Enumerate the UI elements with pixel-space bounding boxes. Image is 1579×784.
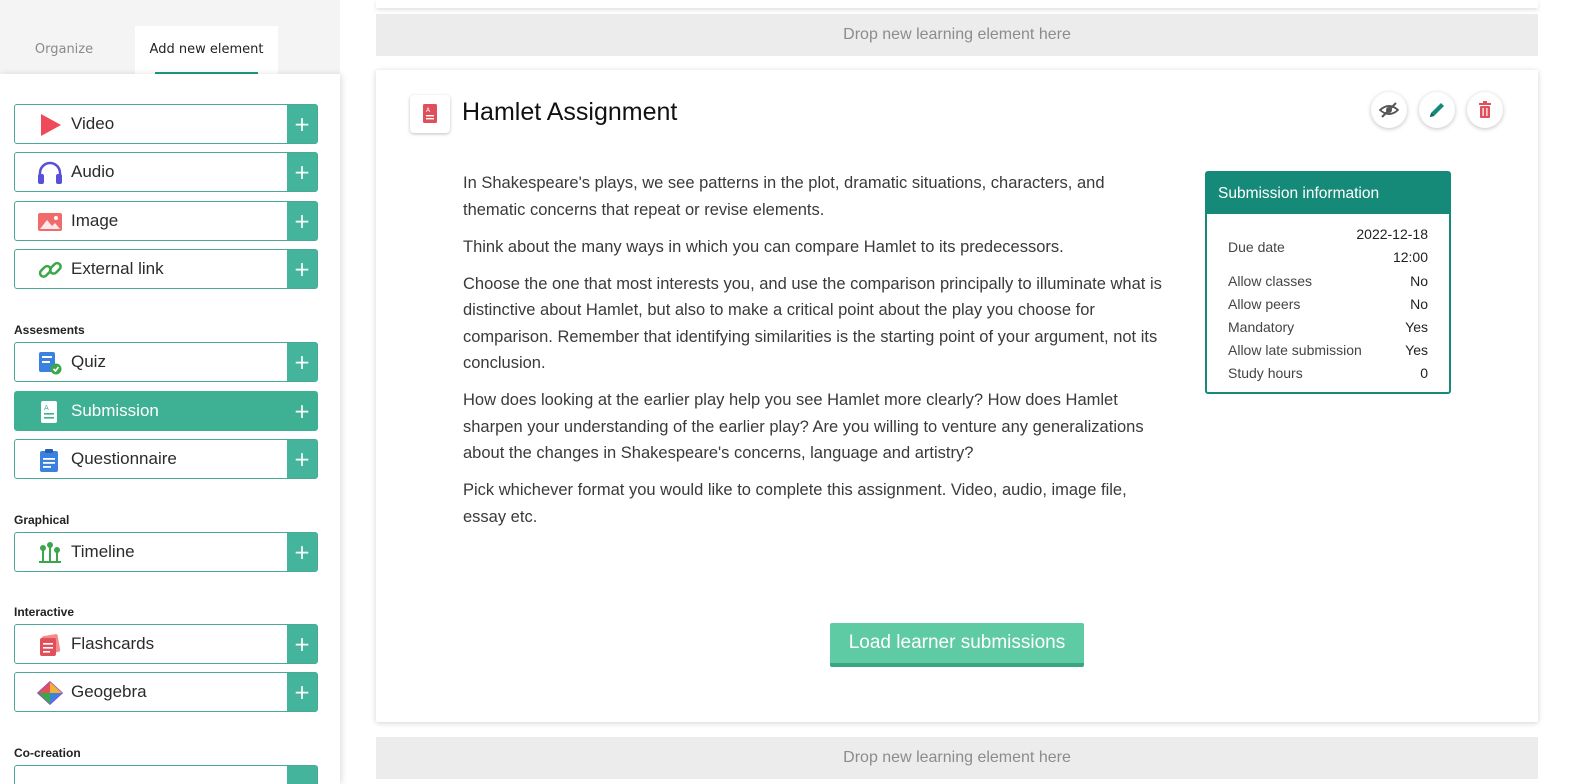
card-title: Hamlet Assignment: [462, 98, 678, 126]
element-audio[interactable]: [14, 152, 318, 192]
element-external-link-label: External link: [71, 259, 164, 278]
element-submission-label: Submission: [71, 401, 159, 420]
mandatory-value: Yes: [1405, 319, 1428, 335]
allow-peers-label: Allow peers: [1228, 296, 1301, 312]
allow-late-value: Yes: [1405, 342, 1428, 358]
element-quiz[interactable]: [14, 342, 318, 382]
add-cocreation-button[interactable]: [287, 766, 317, 784]
flashcards-icon: [37, 633, 63, 657]
section-graphical: Graphical: [14, 513, 70, 527]
description-paragraph: Pick whichever format you would like to complete this assignment. Video, audio, image file, essay etc.: [463, 481, 1127, 526]
edit-button[interactable]: [1419, 92, 1455, 128]
tab-add-new-element-label: Add new element: [149, 42, 264, 57]
submission-information-heading: Submission information: [1207, 173, 1449, 214]
element-submission[interactable]: [14, 391, 318, 431]
element-flashcards[interactable]: [14, 624, 318, 664]
element-image-label: Image: [71, 211, 119, 230]
add-timeline-button[interactable]: +: [287, 533, 317, 571]
add-flashcards-button[interactable]: +: [287, 625, 317, 663]
submission-icon: [37, 400, 63, 424]
allow-late-label: Allow late submission: [1228, 342, 1362, 358]
description-paragraph: How does looking at the earlier play help you see Hamlet more clearly? How does Hamlet sharpen your understanding of the earlier play? Are you willing to venture any generalizations about the changes in Shakespeare's concerns, language and artistry?: [463, 391, 1144, 462]
submission-type-icon: [410, 95, 450, 133]
element-external-link[interactable]: [14, 249, 318, 289]
left-panel: [0, 0, 340, 784]
due-date-value-row: [1228, 226, 1428, 246]
study-hours-value: 0: [1420, 365, 1428, 381]
tab-add-new-element[interactable]: [135, 26, 278, 74]
element-timeline[interactable]: [14, 532, 318, 572]
study-hours-label: Study hours: [1228, 365, 1303, 381]
add-video-button[interactable]: +: [287, 105, 317, 143]
previous-card-edge: [376, 0, 1538, 8]
element-image[interactable]: [14, 201, 318, 241]
element-video[interactable]: [14, 104, 318, 144]
allow-classes-value: No: [1410, 273, 1428, 289]
submission-information-box: [1205, 171, 1451, 394]
section-assessments: Assesments: [14, 323, 85, 337]
mandatory-label: Mandatory: [1228, 319, 1295, 335]
element-flashcards-label: Flashcards: [71, 634, 155, 653]
section-cocreation: Co-creation: [14, 746, 81, 760]
element-questionnaire[interactable]: [14, 439, 318, 479]
svg-text:A: A: [44, 404, 49, 412]
add-external-link-button[interactable]: +: [287, 250, 317, 288]
svg-text:A: A: [426, 107, 431, 114]
dropzone-top[interactable]: Drop new learning element here: [376, 14, 1538, 56]
element-video-label: Video: [71, 114, 115, 133]
description-paragraph: In Shakespeare's plays, we see patterns in the plot, dramatic situations, characters, and thematic concerns that repeat or revise elements.: [463, 174, 1105, 219]
element-timeline-label: Timeline: [71, 542, 135, 561]
element-geogebra[interactable]: [14, 672, 318, 712]
load-learner-submissions-button[interactable]: Load learner submissions: [830, 623, 1084, 667]
add-image-button[interactable]: +: [287, 202, 317, 240]
add-geogebra-button[interactable]: +: [287, 673, 317, 711]
add-submission-button[interactable]: +: [287, 392, 317, 430]
link-icon: [37, 258, 63, 282]
geogebra-icon: [37, 681, 63, 705]
due-date-value: 2022-12-18: [1356, 226, 1428, 242]
add-audio-button[interactable]: +: [287, 153, 317, 191]
dropzone-bottom[interactable]: Drop new learning element here: [376, 737, 1538, 779]
learning-element-card: [376, 70, 1538, 722]
allow-classes-label: Allow classes: [1228, 273, 1313, 289]
description-paragraph: Choose the one that most interests you, and use the comparison principally to illuminate what is distinctive about Hamlet, but also to make a critical point about the play you choose for comparison. Remember that identifying similarities is the starting point of your argument, not its conclusion.: [463, 274, 1162, 372]
allow-peers-value: No: [1410, 296, 1428, 312]
image-icon: [37, 210, 63, 234]
timeline-icon: [37, 541, 63, 565]
video-icon: [37, 113, 63, 137]
due-time-value-row: [1228, 249, 1428, 269]
hide-button[interactable]: [1371, 92, 1407, 128]
quiz-icon: [37, 351, 63, 375]
headphones-icon: [37, 161, 63, 185]
element-geogebra-label: Geogebra: [71, 682, 147, 701]
delete-button[interactable]: [1467, 92, 1503, 128]
element-questionnaire-label: Questionnaire: [71, 449, 177, 468]
element-audio-label: Audio: [71, 162, 115, 181]
description-paragraph: Think about the many ways in which you can compare Hamlet to its predecessors.: [463, 237, 1064, 256]
assignment-description: [463, 170, 1163, 541]
tab-organize[interactable]: Organize: [34, 42, 94, 57]
add-quiz-button[interactable]: +: [287, 343, 317, 381]
due-date-label: Due date: [1228, 239, 1285, 255]
clipboard-icon: [37, 448, 63, 472]
due-time-value: 12:00: [1392, 249, 1428, 265]
panel-tabs: [0, 26, 340, 74]
add-questionnaire-button[interactable]: +: [287, 440, 317, 478]
element-cocreation-partial[interactable]: [14, 765, 318, 784]
element-quiz-label: Quiz: [71, 352, 106, 371]
element-list: [0, 74, 340, 784]
section-interactive: Interactive: [14, 605, 75, 619]
